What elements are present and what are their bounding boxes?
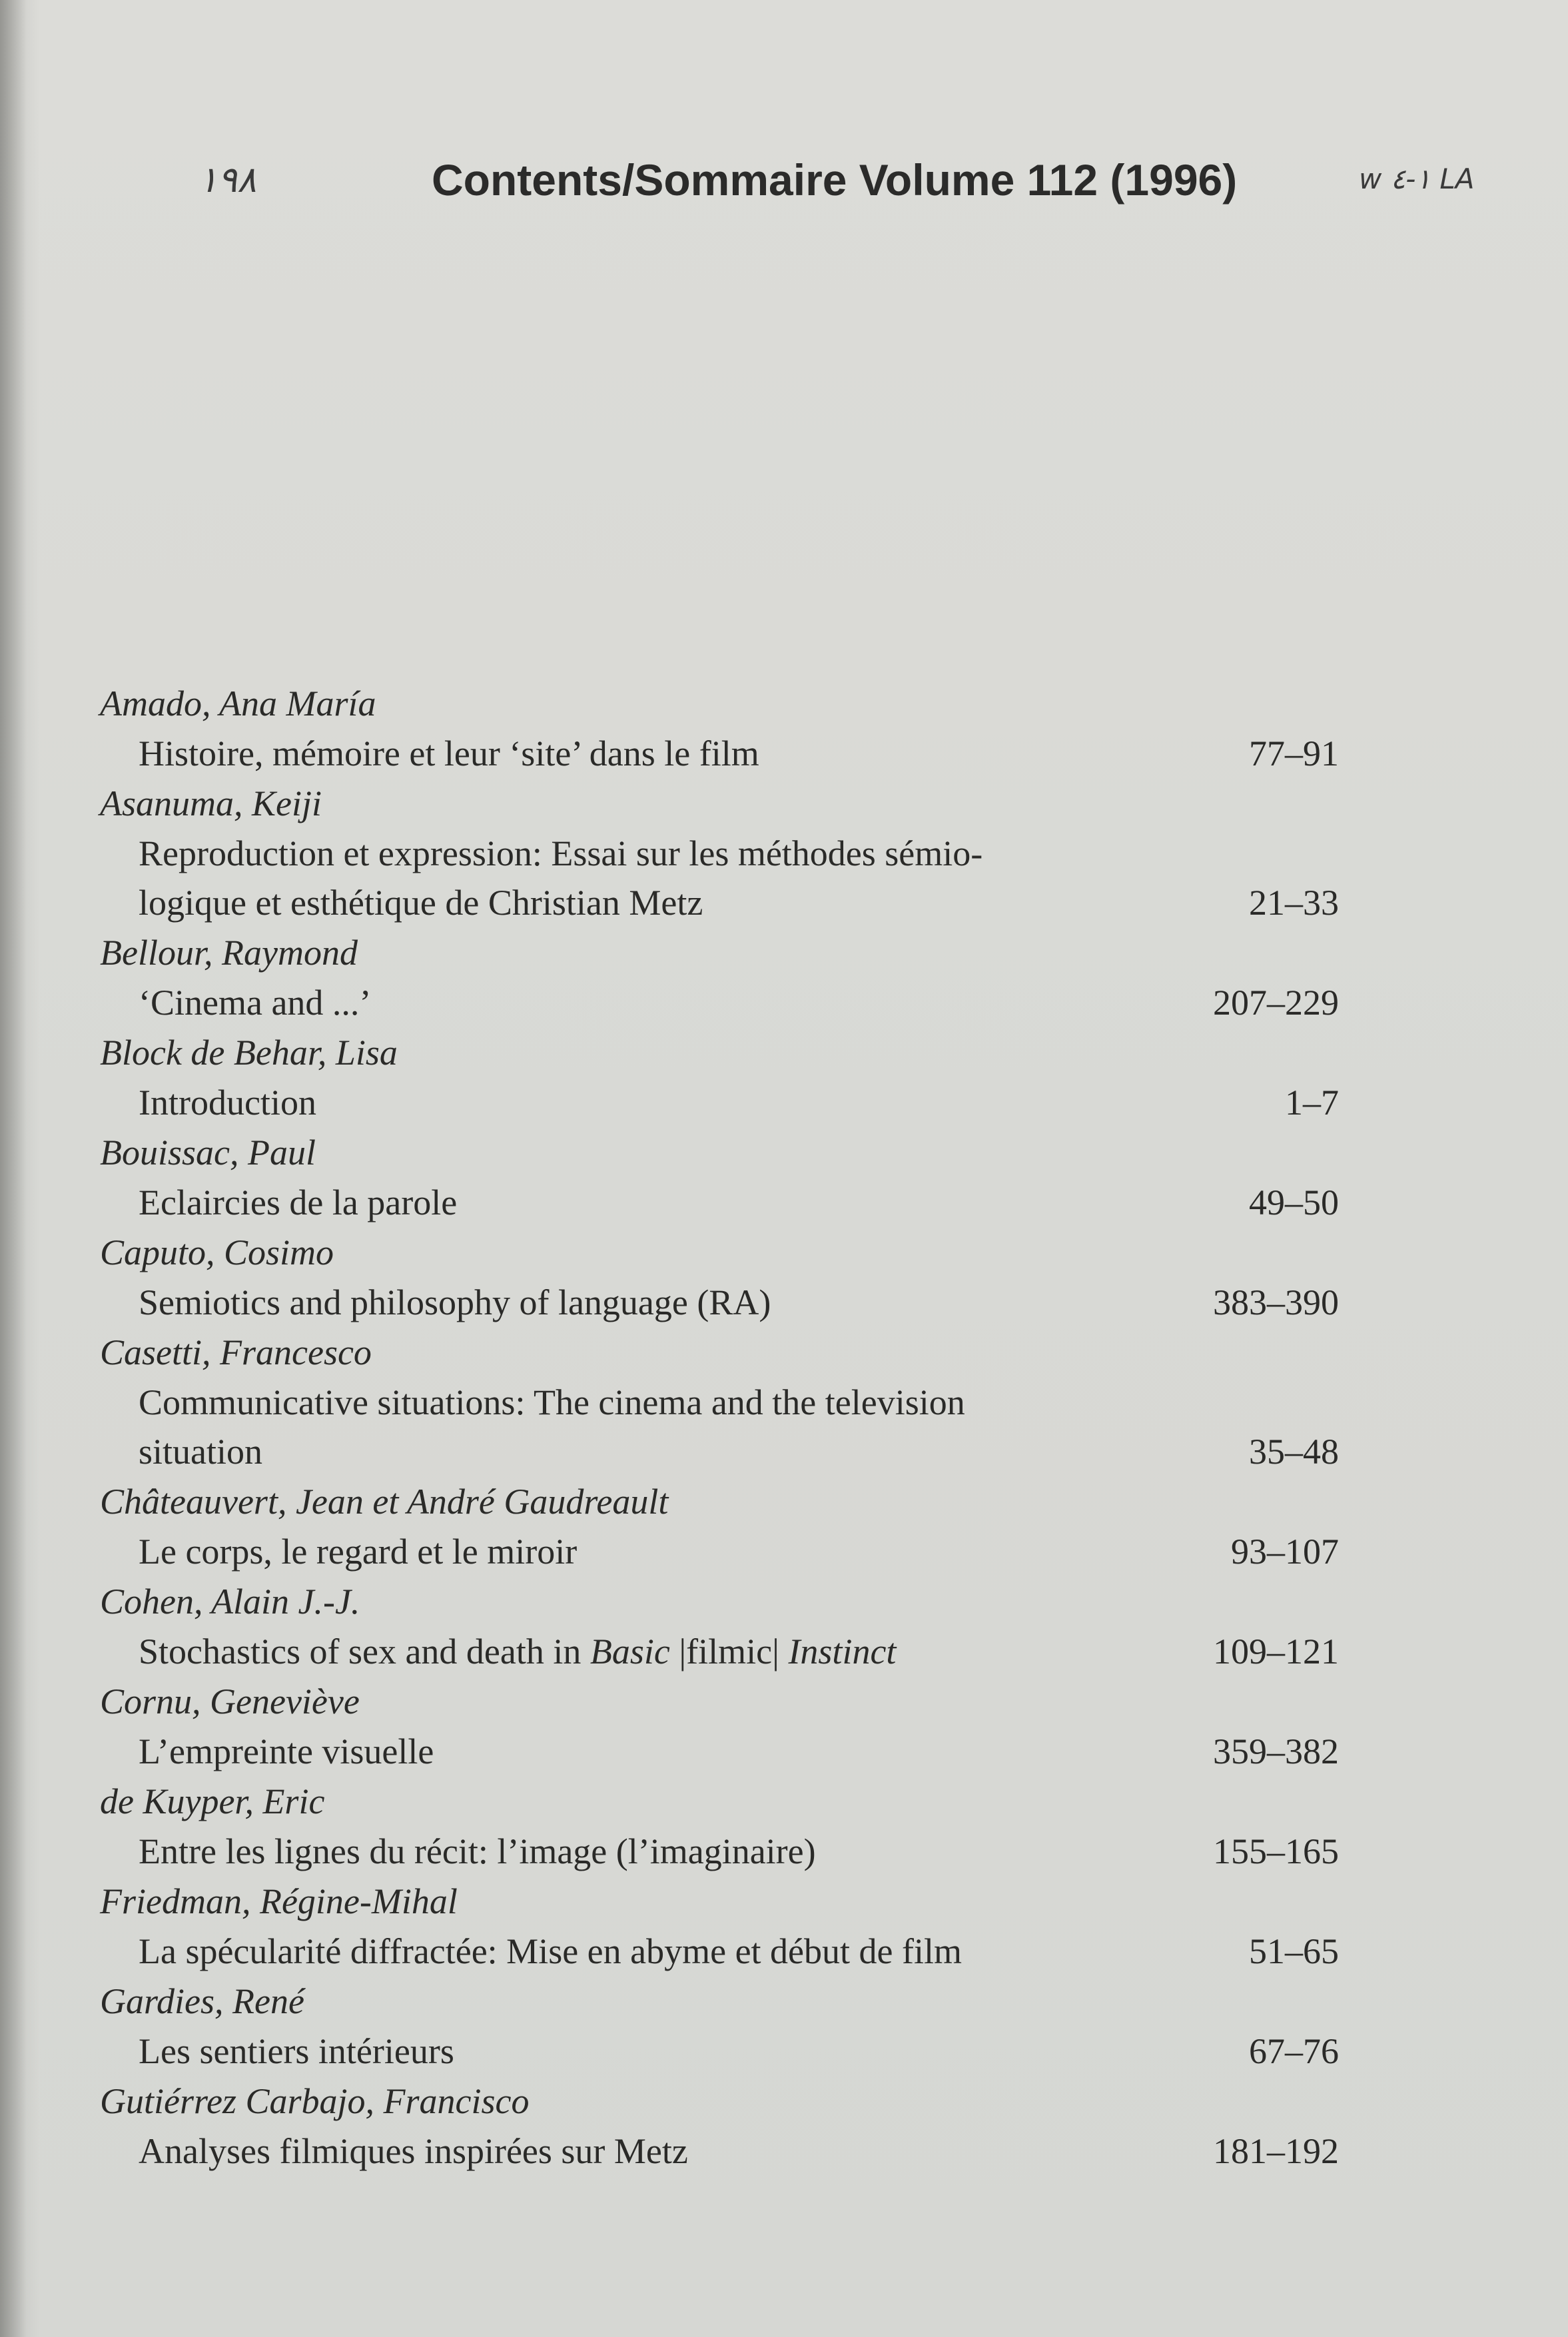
toc-entry [100, 1127, 1339, 1227]
entry-title: L’empreinte visuelle [139, 1731, 434, 1771]
toc-entry [100, 1576, 1339, 1676]
entry-title [139, 1378, 1244, 1476]
entry-pages: 35–48 [1249, 1432, 1339, 1472]
toc-entry [100, 1327, 1339, 1476]
entry-title-line: situation [139, 1432, 262, 1472]
entry-author: Asanuma, Keiji [100, 783, 322, 823]
toc-entry [100, 1976, 1339, 2076]
entry-pages: 51–65 [1249, 1931, 1339, 1971]
entry-pages: 1–7 [1285, 1083, 1339, 1123]
toc-entry [100, 1876, 1339, 1976]
page-header [0, 147, 1568, 227]
entry-title: Introduction [139, 1083, 316, 1123]
entry-pages: 383–390 [1213, 1282, 1339, 1322]
entry-author: de Kuyper, Eric [100, 1781, 325, 1821]
entry-author: Châteauvert, Jean et André Gaudreault [100, 1482, 669, 1522]
entry-author: Cornu, Geneviève [100, 1681, 360, 1721]
handwritten-annotation-right: w ١-٤ LA [1359, 163, 1475, 195]
entry-pages: 359–382 [1213, 1731, 1339, 1771]
entry-row [100, 1078, 1339, 1127]
toc-entry [100, 1476, 1339, 1576]
entry-row [100, 1927, 1339, 1976]
entry-author: Bellour, Raymond [100, 933, 358, 973]
entry-title-part-italic: Instinct [788, 1632, 897, 1671]
entry-pages: 155–165 [1213, 1831, 1339, 1871]
entry-row [100, 1627, 1339, 1676]
entry-pages: 181–192 [1213, 2131, 1339, 2171]
toc-entry [100, 1776, 1339, 1876]
entry-title-line: Reproduction et expression: Essai sur les méthodes sémio- [139, 833, 983, 873]
entry-author: Cohen, Alain J.-J. [100, 1582, 360, 1622]
entry-pages: 93–107 [1231, 1532, 1339, 1572]
entry-row [100, 1178, 1339, 1227]
entry-pages: 21–33 [1249, 883, 1339, 923]
toc-entry [100, 1027, 1339, 1127]
entry-title: Les sentiers intérieurs [139, 2031, 454, 2071]
toc-entry [100, 2076, 1339, 2176]
entry-title: La spécularité diffractée: Mise en abyme et début de film [139, 1931, 962, 1971]
entry-title-part: |filmic| [669, 1632, 789, 1671]
entry-title: Le corps, le regard et le miroir [139, 1532, 578, 1572]
entry-title: Eclaircies de la parole [139, 1182, 458, 1222]
entry-pages: 77–91 [1249, 733, 1339, 773]
toc-entry [100, 778, 1339, 927]
entry-title: ‘Cinema and ...’ [139, 983, 372, 1023]
entry-title-part-italic: Basic [589, 1632, 670, 1671]
toc-entry [100, 678, 1339, 778]
entry-author: Caputo, Cosimo [100, 1232, 334, 1272]
toc-entry [100, 1676, 1339, 1776]
entry-author: Bouissac, Paul [100, 1133, 316, 1172]
entry-author: Gardies, René [100, 1981, 304, 2021]
entry-author: Friedman, Régine-Mihal [100, 1881, 458, 1921]
handwritten-annotation-left: ١٩٨ [198, 159, 257, 201]
entry-author: Amado, Ana María [100, 684, 376, 723]
entry-row [100, 978, 1339, 1027]
entry-pages: 109–121 [1213, 1632, 1339, 1671]
entry-row [100, 1827, 1339, 1876]
entry-pages: 67–76 [1249, 2031, 1339, 2071]
entry-row [100, 2126, 1339, 2176]
entry-author: Casetti, Francesco [100, 1332, 372, 1372]
entry-author: Gutiérrez Carbajo, Francisco [100, 2081, 530, 2121]
entry-pages: 49–50 [1249, 1182, 1339, 1222]
toc-entry [100, 927, 1339, 1027]
entry-row [100, 729, 1339, 778]
entry-title: Entre les lignes du récit: l’image (l’imaginaire) [139, 1831, 816, 1871]
table-of-contents [100, 678, 1339, 2176]
entry-pages: 207–229 [1213, 983, 1339, 1023]
entry-row [100, 829, 1339, 927]
entry-title-line: logique et esthétique de Christian Metz [139, 883, 703, 923]
entry-row [100, 1727, 1339, 1776]
entry-title-part: Stochastics of sex and death in [139, 1632, 590, 1671]
entry-title [139, 829, 1244, 927]
entry-title: Semiotics and philosophy of language (RA) [139, 1282, 771, 1322]
entry-row [100, 1278, 1339, 1327]
entry-row [100, 1527, 1339, 1576]
entry-row [100, 1378, 1339, 1476]
page-title: Contents/Sommaire Volume 112 (1996) [432, 155, 1238, 205]
spine-shadow [0, 0, 27, 2337]
entry-title-line: Communicative situations: The cinema and the television [139, 1382, 965, 1422]
entry-row [100, 2027, 1339, 2076]
entry-title [139, 1627, 1244, 1676]
toc-entry [100, 1227, 1339, 1327]
entry-title: Histoire, mémoire et leur ‘site’ dans le film [139, 733, 759, 773]
entry-author: Block de Behar, Lisa [100, 1033, 398, 1073]
entry-title: Analyses filmiques inspirées sur Metz [139, 2131, 688, 2171]
